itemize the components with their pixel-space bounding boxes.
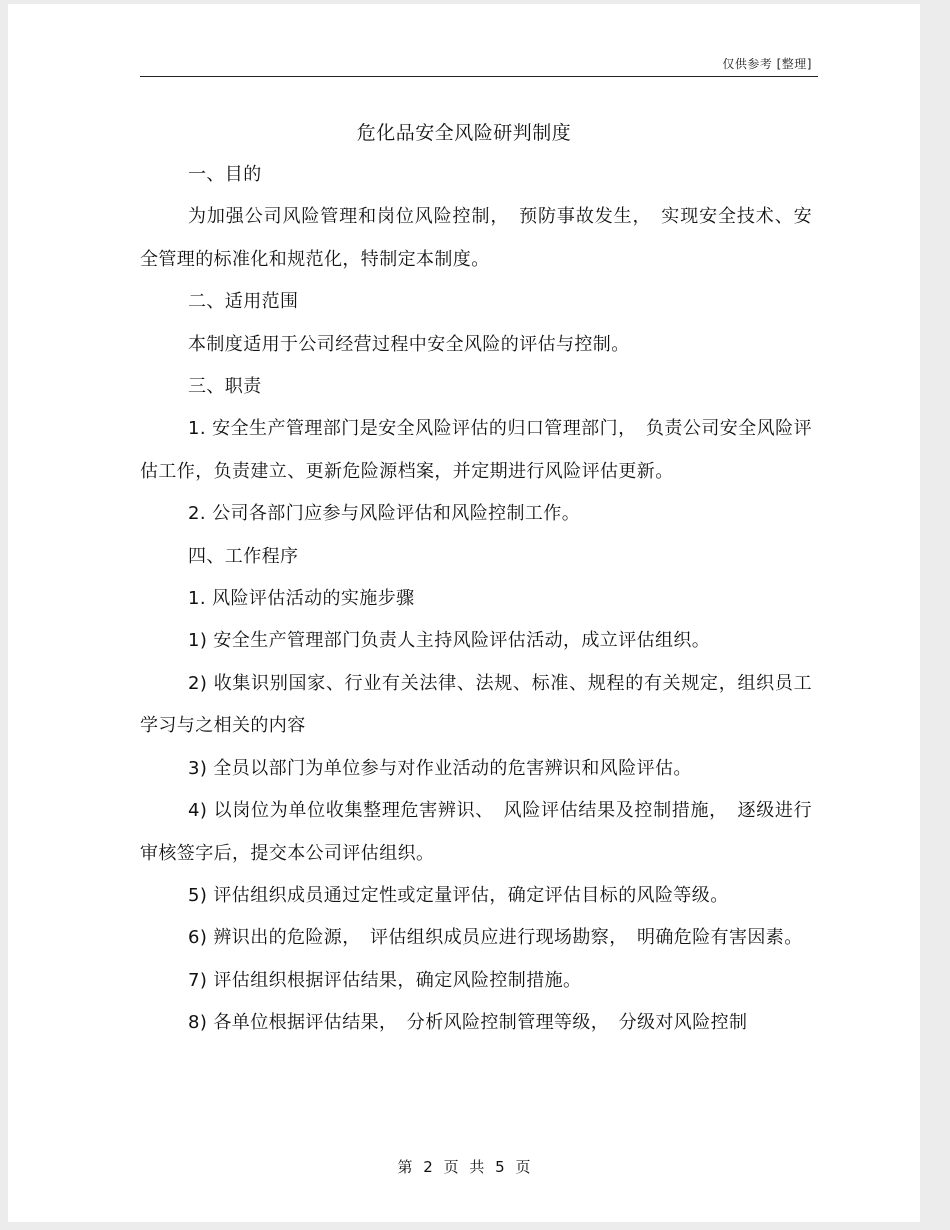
section-heading: 四、工作程序 [188,545,299,567]
header-rule [140,76,818,77]
list-item: 8) 各单位根据评估结果， 分析风险控制管理等级， 分级对风险控制 [188,1012,748,1034]
document-title: 危化品安全风险研判制度 [356,122,572,144]
list-item: 6) 辨识出的危险源， 评估组织成员应进行现场勘察， 明确危险有害因素。 [188,927,803,949]
paragraph: 2. 公司各部门应参与风险评估和风险控制工作。 [188,503,581,525]
subheading: 1. 风险评估活动的实施步骤 [188,588,415,610]
section-heading: 三、职责 [188,376,262,398]
section-heading: 二、适用范围 [188,291,299,313]
paragraph: 1. 安全生产管理部门是安全风险评估的归口管理部门， 负责公司安全风险评估工作，负责建立、更新危险源档案，并定期进行风险评估更新。 [140,418,812,482]
list-item: 7) 评估组织根据评估结果，确定风险控制措施。 [188,969,582,991]
header-note: 仅供参考 [整理] [722,57,812,71]
list-item: 3) 全员以部门为单位参与对作业活动的危害辨识和风险评估。 [188,757,692,779]
list-item: 4) 以岗位为单位收集整理危害辨识、 风险评估结果及控制措施， 逐级进行审核签字后，提交本公司评估组织。 [140,800,812,864]
paragraph: 为加强公司风险管理和岗位风险控制， 预防事故发生， 实现安全技术、安全管理的标准化和规范化，特制定本制度。 [140,206,812,270]
document-body [140,154,812,1045]
page-number-footer: 第 2 页 共 5 页 [397,1158,531,1176]
list-item: 5) 评估组织成员通过定性或定量评估，确定评估目标的风险等级。 [188,884,729,906]
list-item: 2) 收集识别国家、行业有关法律、法规、标准、规程的有关规定，组织员工学习与之相关的内容 [140,672,812,737]
section-heading: 一、目的 [188,164,262,185]
document-page [8,4,920,1222]
paragraph: 本制度适用于公司经营过程中安全风险的评估与控制。 [188,333,630,355]
list-item: 1) 安全生产管理部门负责人主持风险评估活动，成立评估组织。 [188,630,711,652]
